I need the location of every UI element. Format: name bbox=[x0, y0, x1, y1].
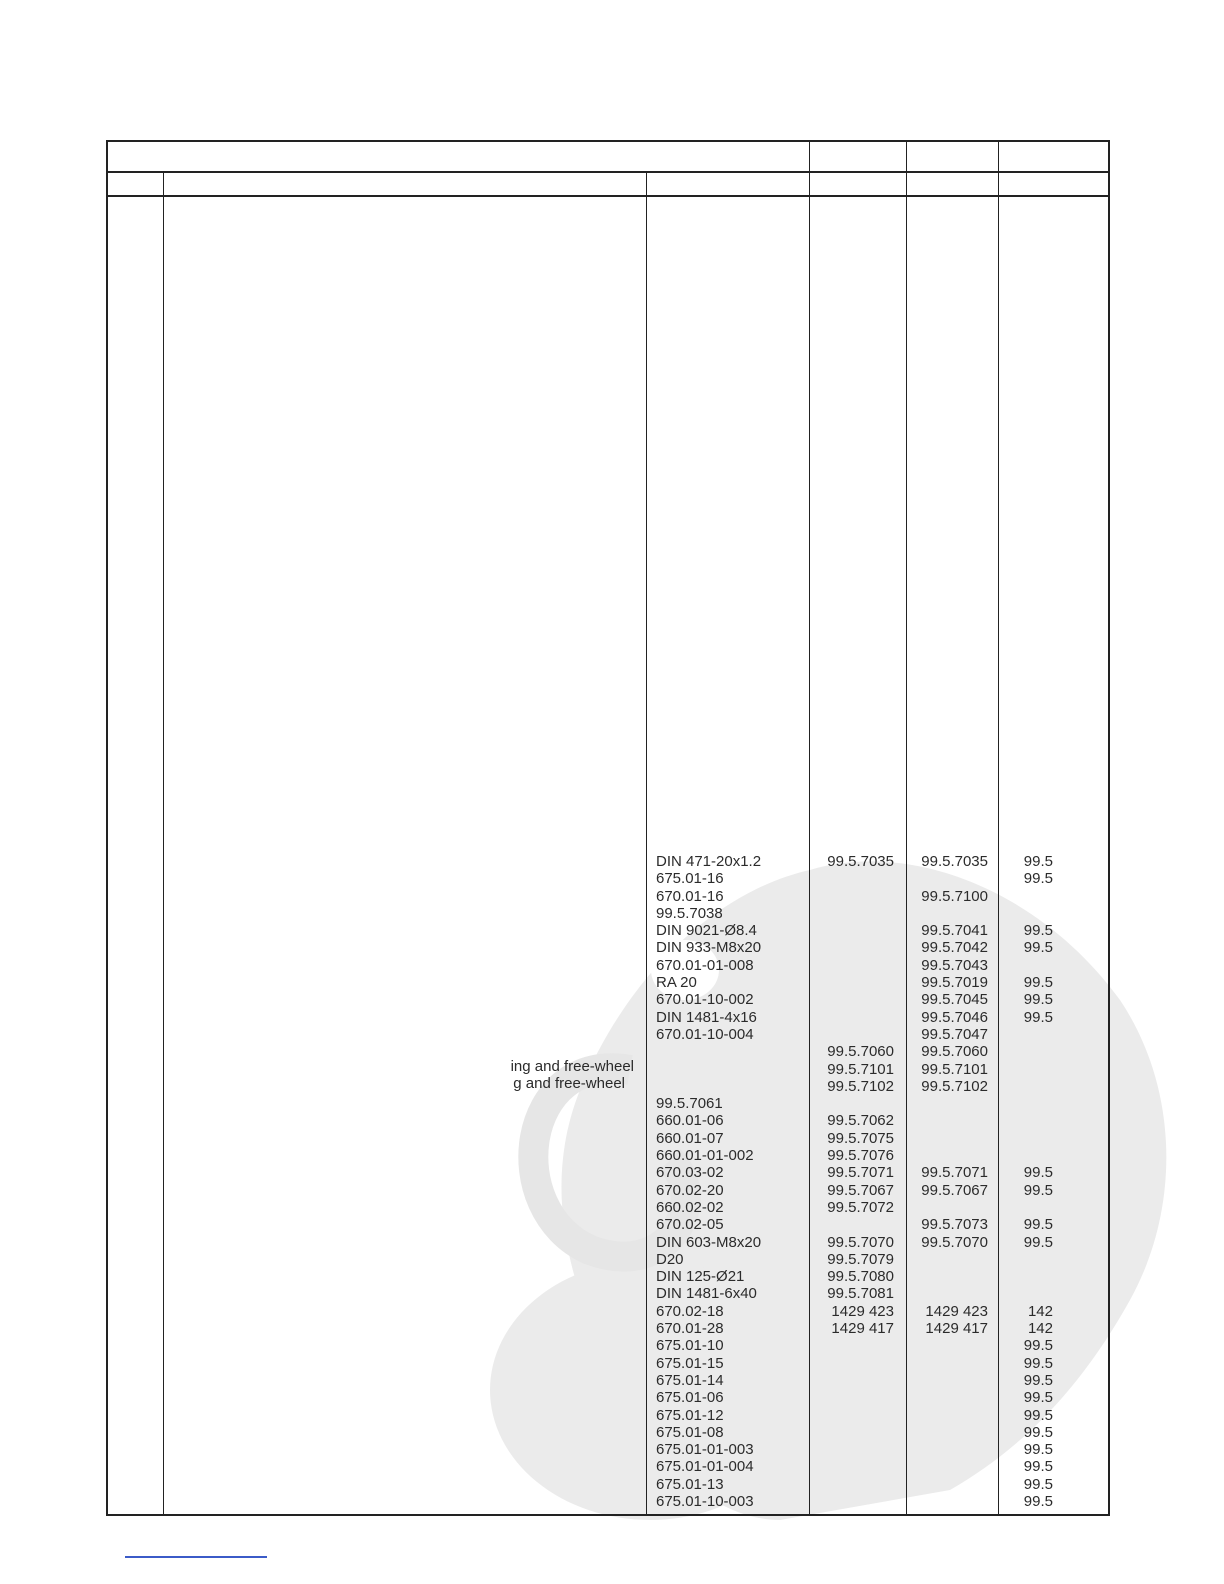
part-number-cell: 675.01-15 bbox=[656, 1354, 724, 1372]
order-number-a-cell bbox=[812, 1026, 894, 1043]
order-number-c-cell bbox=[1000, 1061, 1053, 1078]
part-number-cell: 660.02-02 bbox=[656, 1198, 724, 1216]
order-number-a-cell bbox=[812, 1407, 894, 1424]
order-number-c-cell: 99.5 bbox=[1023, 1423, 1053, 1441]
col-divider-pos bbox=[163, 171, 164, 1515]
order-number-a-cell bbox=[812, 1355, 894, 1372]
order-number-b-cell bbox=[909, 1337, 988, 1354]
order-number-b-cell bbox=[909, 1147, 988, 1164]
order-number-c-cell: 99.5 bbox=[1023, 1492, 1053, 1510]
part-number-cell: 675.01-06 bbox=[656, 1389, 724, 1407]
order-number-b-cell bbox=[909, 1268, 988, 1285]
order-number-a-cell bbox=[812, 1458, 894, 1475]
order-number-c-cell bbox=[1000, 1285, 1053, 1302]
order-number-b-cell: 99.5.7045 bbox=[921, 991, 988, 1009]
order-number-a-cell bbox=[812, 1009, 894, 1026]
order-number-b-cell: 99.5.7101 bbox=[921, 1060, 988, 1078]
order-number-b-cell: 1429 417 bbox=[925, 1320, 988, 1338]
header-divider-2 bbox=[106, 195, 1110, 197]
order-number-a-cell: 99.5.7101 bbox=[827, 1060, 894, 1078]
part-number-cell: RA 20 bbox=[656, 974, 697, 992]
order-number-b-cell: 1429 423 bbox=[925, 1302, 988, 1320]
col-divider-desc bbox=[646, 171, 647, 1515]
order-number-c-cell: 99.5 bbox=[1023, 1441, 1053, 1459]
part-number-cell: 660.01-01-002 bbox=[656, 1147, 754, 1165]
col-divider-c bbox=[998, 140, 999, 1515]
part-number-cell: 675.01-10-003 bbox=[656, 1492, 754, 1510]
order-number-a-cell: 99.5.7079 bbox=[827, 1250, 894, 1268]
order-number-c-cell: 99.5 bbox=[1023, 1389, 1053, 1407]
order-number-b-cell: 99.5.7071 bbox=[921, 1164, 988, 1182]
order-number-a-cell bbox=[812, 939, 894, 956]
order-number-b-cell: 99.5.7100 bbox=[921, 887, 988, 905]
part-number-cell: 660.01-06 bbox=[656, 1112, 724, 1130]
order-number-c-cell: 99.5 bbox=[1023, 991, 1053, 1009]
order-number-c-cell: 142 bbox=[1027, 1302, 1053, 1320]
order-number-b-cell: 99.5.7102 bbox=[921, 1077, 988, 1095]
order-number-c-cell: 99.5 bbox=[1023, 1406, 1053, 1424]
order-number-column-c bbox=[1000, 853, 1053, 1510]
part-number-cell: 675.01-14 bbox=[656, 1371, 724, 1389]
part-number-column bbox=[656, 853, 806, 1510]
order-number-c-cell bbox=[1000, 1251, 1053, 1268]
order-number-c-cell: 99.5 bbox=[1023, 1371, 1053, 1389]
part-number-cell: 670.01-16 bbox=[656, 887, 724, 905]
order-number-a-cell: 99.5.7070 bbox=[827, 1233, 894, 1251]
part-number-cell: 670.01-10-002 bbox=[656, 991, 754, 1009]
part-number-cell bbox=[656, 1061, 806, 1078]
order-number-a-cell: 99.5.7076 bbox=[827, 1147, 894, 1165]
order-number-c-cell: 99.5 bbox=[1023, 1008, 1053, 1026]
part-number-cell: DIN 933-M8x20 bbox=[656, 939, 762, 957]
order-number-c-cell: 99.5 bbox=[1023, 922, 1053, 940]
order-number-c-cell bbox=[1000, 1268, 1053, 1285]
col-divider-b bbox=[906, 140, 907, 1515]
order-number-b-cell bbox=[909, 1372, 988, 1389]
part-number-cell bbox=[656, 1078, 806, 1095]
order-number-c-cell bbox=[1000, 888, 1053, 905]
order-number-a-cell: 99.5.7102 bbox=[827, 1077, 894, 1095]
part-number-cell: 675.01-01-004 bbox=[656, 1458, 754, 1476]
part-number-cell: 675.01-12 bbox=[656, 1406, 724, 1424]
order-number-c-cell bbox=[1000, 1112, 1053, 1129]
order-number-a-cell: 99.5.7035 bbox=[827, 853, 894, 870]
part-number-cell: 670.01-01-008 bbox=[656, 956, 754, 974]
order-number-b-cell: 99.5.7073 bbox=[921, 1216, 988, 1234]
order-number-a-cell: 99.5.7067 bbox=[827, 1181, 894, 1199]
order-number-c-cell: 99.5 bbox=[1023, 1164, 1053, 1182]
order-number-a-cell bbox=[812, 1493, 894, 1510]
order-number-a-cell bbox=[812, 1095, 894, 1112]
order-number-c-cell: 99.5 bbox=[1023, 1475, 1053, 1493]
order-number-c-cell: 142 bbox=[1027, 1320, 1053, 1338]
part-number-cell: 670.03-02 bbox=[656, 1164, 724, 1182]
order-number-c-cell: 99.5 bbox=[1023, 1181, 1053, 1199]
part-number-cell: 660.01-07 bbox=[656, 1129, 724, 1147]
part-number-cell: DIN 1481-4x16 bbox=[656, 1008, 757, 1026]
order-number-a-cell bbox=[812, 974, 894, 991]
order-number-c-cell bbox=[1000, 905, 1053, 922]
order-number-c-cell bbox=[1000, 1147, 1053, 1164]
part-number-cell: 675.01-13 bbox=[656, 1475, 724, 1493]
order-number-b-cell bbox=[909, 1441, 988, 1458]
order-number-a-cell bbox=[812, 1476, 894, 1493]
order-number-c-cell bbox=[1000, 1095, 1053, 1112]
order-number-b-cell: 99.5.7019 bbox=[921, 974, 988, 992]
order-number-b-cell bbox=[909, 1389, 988, 1406]
part-number-cell: 670.01-28 bbox=[656, 1320, 724, 1338]
part-number-cell: 670.02-18 bbox=[656, 1302, 724, 1320]
order-number-a-cell bbox=[812, 888, 894, 905]
order-number-a-cell: 1429 423 bbox=[831, 1302, 894, 1320]
order-number-c-cell: 99.5 bbox=[1023, 1216, 1053, 1234]
order-number-a-cell bbox=[812, 1216, 894, 1233]
order-number-a-cell: 99.5.7075 bbox=[827, 1129, 894, 1147]
order-number-a-cell bbox=[812, 905, 894, 922]
part-number-cell: 99.5.7038 bbox=[656, 904, 723, 922]
order-number-a-cell bbox=[812, 1337, 894, 1354]
order-number-c-cell bbox=[1000, 1026, 1053, 1043]
part-number-cell: 670.02-05 bbox=[656, 1216, 724, 1234]
order-number-a-cell: 99.5.7062 bbox=[827, 1112, 894, 1130]
order-number-b-cell bbox=[909, 1285, 988, 1302]
order-number-b-cell bbox=[909, 870, 988, 887]
order-number-b-cell: 99.5.7067 bbox=[921, 1181, 988, 1199]
order-number-c-cell: 99.5 bbox=[1023, 1458, 1053, 1476]
order-number-c-cell: 99.5 bbox=[1023, 939, 1053, 957]
order-number-b-cell: 99.5.7046 bbox=[921, 1008, 988, 1026]
order-number-c-cell: 99.5 bbox=[1023, 870, 1053, 888]
order-number-c-cell bbox=[1000, 1043, 1053, 1060]
part-number-cell: 99.5.7061 bbox=[656, 1095, 723, 1113]
part-number-cell: DIN 471-20x1.2 bbox=[656, 853, 762, 870]
part-number-cell: 675.01-08 bbox=[656, 1423, 724, 1441]
order-number-a-cell bbox=[812, 1441, 894, 1458]
part-number-cell: DIN 603-M8x20 bbox=[656, 1233, 762, 1251]
order-number-a-cell bbox=[812, 1424, 894, 1441]
order-number-column-b bbox=[909, 853, 988, 1510]
order-number-b-cell bbox=[909, 1095, 988, 1112]
order-number-a-cell bbox=[812, 922, 894, 939]
order-number-a-cell bbox=[812, 1389, 894, 1406]
part-number-cell: D20 bbox=[656, 1250, 684, 1268]
order-number-a-cell: 99.5.7072 bbox=[827, 1198, 894, 1216]
order-number-a-cell bbox=[812, 1372, 894, 1389]
order-number-b-cell: 99.5.7070 bbox=[921, 1233, 988, 1251]
order-number-b-cell: 99.5.7047 bbox=[921, 1025, 988, 1043]
order-number-c-cell bbox=[1000, 1199, 1053, 1216]
part-number-cell: 670.01-10-004 bbox=[656, 1025, 754, 1043]
description-fragment: g and free-wheel bbox=[513, 1075, 625, 1092]
order-number-b-cell bbox=[909, 1130, 988, 1147]
part-number-cell bbox=[656, 1043, 806, 1060]
order-number-a-cell bbox=[812, 870, 894, 887]
order-number-c-cell: 99.5 bbox=[1023, 974, 1053, 992]
order-number-b-cell bbox=[909, 1355, 988, 1372]
order-number-c-cell bbox=[1000, 1078, 1053, 1095]
order-number-b-cell bbox=[909, 1424, 988, 1441]
order-number-c-cell bbox=[1000, 957, 1053, 974]
order-number-b-cell bbox=[909, 1407, 988, 1424]
col-divider-a bbox=[809, 140, 810, 1515]
order-number-b-cell: 99.5.7041 bbox=[921, 922, 988, 940]
order-number-b-cell: 99.5.7042 bbox=[921, 939, 988, 957]
order-number-a-cell bbox=[812, 991, 894, 1008]
order-number-b-cell: 99.5.7043 bbox=[921, 956, 988, 974]
order-number-c-cell: 99.5 bbox=[1023, 1354, 1053, 1372]
order-number-b-cell bbox=[909, 1199, 988, 1216]
order-number-b-cell bbox=[909, 905, 988, 922]
order-number-c-cell bbox=[1000, 1130, 1053, 1147]
order-number-b-cell: 99.5.7035 bbox=[921, 853, 988, 870]
footer-link-underline[interactable] bbox=[125, 1556, 267, 1558]
part-number-cell: DIN 125-Ø21 bbox=[656, 1268, 745, 1286]
order-number-a-cell: 1429 417 bbox=[831, 1320, 894, 1338]
order-number-b-cell bbox=[909, 1458, 988, 1475]
order-number-column-a bbox=[812, 853, 894, 1510]
order-number-a-cell: 99.5.7060 bbox=[827, 1043, 894, 1061]
order-number-a-cell: 99.5.7071 bbox=[827, 1164, 894, 1182]
part-number-cell: DIN 1481-6x40 bbox=[656, 1285, 757, 1303]
order-number-b-cell bbox=[909, 1112, 988, 1129]
part-number-cell: 675.01-10 bbox=[656, 1337, 724, 1355]
order-number-a-cell: 99.5.7080 bbox=[827, 1268, 894, 1286]
part-number-cell: 675.01-16 bbox=[656, 870, 724, 888]
order-number-b-cell bbox=[909, 1476, 988, 1493]
order-number-b-cell: 99.5.7060 bbox=[921, 1043, 988, 1061]
part-number-cell: 675.01-01-003 bbox=[656, 1441, 754, 1459]
description-fragment: ing and free-wheel bbox=[510, 1058, 634, 1075]
order-number-c-cell: 99.5 bbox=[1023, 1337, 1053, 1355]
order-number-b-cell bbox=[909, 1251, 988, 1268]
order-number-b-cell bbox=[909, 1493, 988, 1510]
part-number-cell: DIN 9021-Ø8.4 bbox=[656, 922, 757, 940]
order-number-c-cell: 99.5 bbox=[1023, 1233, 1053, 1251]
header-divider-1 bbox=[106, 171, 1110, 173]
part-number-cell: 670.02-20 bbox=[656, 1181, 724, 1199]
order-number-a-cell: 99.5.7081 bbox=[827, 1285, 894, 1303]
order-number-c-cell: 99.5 bbox=[1023, 853, 1053, 870]
order-number-a-cell bbox=[812, 957, 894, 974]
